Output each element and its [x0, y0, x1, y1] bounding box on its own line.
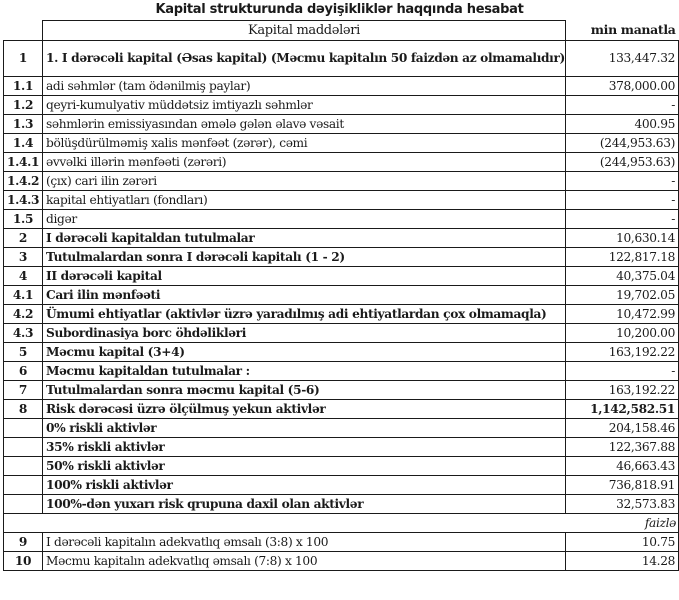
- row-label: Cari ilin mənfəəti: [43, 286, 566, 305]
- row-label: adi səhmlər (tam ödənilmiş paylar): [43, 77, 566, 96]
- row-value: 378,000.00: [566, 77, 679, 96]
- row-number: 8: [4, 400, 43, 419]
- row-number: 7: [4, 381, 43, 400]
- table-row: [4, 495, 679, 514]
- row-label: II dərəcəli kapital: [43, 267, 566, 286]
- table-row: [4, 381, 679, 400]
- row-value: 204,158.46: [566, 419, 679, 438]
- row-label: səhmlərin emissiyasından əmələ gələn əlavə vəsait: [43, 115, 566, 134]
- row-label: Ümumi ehtiyatlar (aktivlər üzrə yaradılmış adi ehtiyatlardan çox olmamaqla): [43, 305, 566, 324]
- row-value: -: [566, 96, 679, 115]
- row-label: Məcmu kapitaldan tutulmalar :: [43, 362, 566, 381]
- row-value: 14.28: [566, 552, 679, 571]
- table-header-row: [4, 21, 679, 41]
- table-row: [4, 229, 679, 248]
- table-row: [4, 153, 679, 172]
- row-number: 1.4: [4, 134, 43, 153]
- capital-structure-table: [3, 20, 679, 571]
- row-value: 10,630.14: [566, 229, 679, 248]
- table-row: [4, 400, 679, 419]
- row-label: 100%-dən yuxarı risk qrupuna daxil olan aktivlər: [43, 495, 566, 514]
- table-row: [4, 286, 679, 305]
- row-value: -: [566, 210, 679, 229]
- row-value: 133,447.32: [566, 41, 679, 77]
- row-number: 3: [4, 248, 43, 267]
- row-value: 400.95: [566, 115, 679, 134]
- row-value: 10.75: [566, 533, 679, 552]
- row-label: 35% riskli aktivlər: [43, 438, 566, 457]
- percent-unit-row: [4, 514, 679, 533]
- row-value: 40,375.04: [566, 267, 679, 286]
- row-value: (244,953.63): [566, 153, 679, 172]
- row-number: 4.1: [4, 286, 43, 305]
- header-unit: min manatla: [566, 21, 679, 41]
- ratio-row: [4, 533, 679, 552]
- row-value: -: [566, 191, 679, 210]
- table-row: [4, 210, 679, 229]
- row-number: [4, 476, 43, 495]
- table-row: [4, 457, 679, 476]
- table-row: [4, 248, 679, 267]
- table-row: [4, 476, 679, 495]
- table-row: [4, 343, 679, 362]
- row-value: 122,817.18: [566, 248, 679, 267]
- row-number: 10: [4, 552, 43, 571]
- row-label: əvvəlki illərin mənfəəti (zərəri): [43, 153, 566, 172]
- row-label: Tutulmalardan sonra I dərəcəli kapitalı (1 - 2): [43, 248, 566, 267]
- row-number: 2: [4, 229, 43, 248]
- row-value: 1,142,582.51: [566, 400, 679, 419]
- row-number: 1.4.3: [4, 191, 43, 210]
- row-label: Tutulmalardan sonra məcmu kapital (5-6): [43, 381, 566, 400]
- row-label: Məcmu kapital (3+4): [43, 343, 566, 362]
- header-blank-cell: [4, 21, 43, 41]
- table-row: [4, 191, 679, 210]
- row-label: digər: [43, 210, 566, 229]
- row-label: I dərəcəli kapitalın adekvatlıq əmsalı (3:8) x 100: [43, 533, 566, 552]
- row-label: Subordinasiya borc öhdəlikləri: [43, 324, 566, 343]
- row-value: (244,953.63): [566, 134, 679, 153]
- row-number: 5: [4, 343, 43, 362]
- row-number: 1.2: [4, 96, 43, 115]
- row-label: 100% riskli aktivlər: [43, 476, 566, 495]
- row-number: 1.1: [4, 77, 43, 96]
- row-number: 4: [4, 267, 43, 286]
- row-number: 1.4.1: [4, 153, 43, 172]
- row-number: 1.3: [4, 115, 43, 134]
- row-label: 50% riskli aktivlər: [43, 457, 566, 476]
- row-value: 19,702.05: [566, 286, 679, 305]
- row-label: (çıx) cari ilin zərəri: [43, 172, 566, 191]
- row-value: 32,573.83: [566, 495, 679, 514]
- table-row: [4, 41, 679, 77]
- table-row: [4, 134, 679, 153]
- row-value: 163,192.22: [566, 381, 679, 400]
- table-row: [4, 96, 679, 115]
- report-title: Kapital strukturunda dəyişikliklər haqqında hesabat: [155, 2, 524, 17]
- row-number: [4, 495, 43, 514]
- row-label: Risk dərəcəsi üzrə ölçülmuş yekun aktivlər: [43, 400, 566, 419]
- row-label: bölüşdürülməmiş xalis mənfəət (zərər), cəmi: [43, 134, 566, 153]
- row-label: qeyri-kumulyativ müddətsiz imtiyazlı səhmlər: [43, 96, 566, 115]
- table-row: [4, 324, 679, 343]
- row-number: [4, 438, 43, 457]
- row-value: 736,818.91: [566, 476, 679, 495]
- row-number: 6: [4, 362, 43, 381]
- table-row: [4, 362, 679, 381]
- row-value: -: [566, 362, 679, 381]
- table-row: [4, 115, 679, 134]
- table-row: [4, 77, 679, 96]
- row-number: [4, 457, 43, 476]
- row-value: -: [566, 172, 679, 191]
- row-label: 0% riskli aktivlər: [43, 419, 566, 438]
- header-label: Kapital maddələri: [43, 21, 566, 41]
- row-label: kapital ehtiyatları (fondları): [43, 191, 566, 210]
- row-value: 10,200.00: [566, 324, 679, 343]
- row-value: 163,192.22: [566, 343, 679, 362]
- percent-unit-label: faizlə: [4, 514, 679, 533]
- table-row: [4, 438, 679, 457]
- row-label: 1. I dərəcəli kapital (Əsas kapital) (Məcmu kapitalın 50 faizdən az olmamalıdır): [43, 41, 566, 77]
- row-number: 4.3: [4, 324, 43, 343]
- row-value: 46,663.43: [566, 457, 679, 476]
- row-number: 1: [4, 41, 43, 77]
- row-value: 10,472.99: [566, 305, 679, 324]
- row-label: I dərəcəli kapitaldan tutulmalar: [43, 229, 566, 248]
- table-row: [4, 267, 679, 286]
- row-number: 1.5: [4, 210, 43, 229]
- row-label: Məcmu kapitalın adekvatlıq əmsalı (7:8) x 100: [43, 552, 566, 571]
- row-number: 4.2: [4, 305, 43, 324]
- table-row: [4, 419, 679, 438]
- row-number: 9: [4, 533, 43, 552]
- table-row: [4, 172, 679, 191]
- ratio-row: [4, 552, 679, 571]
- row-number: 1.4.2: [4, 172, 43, 191]
- table-row: [4, 305, 679, 324]
- row-number: [4, 419, 43, 438]
- row-value: 122,367.88: [566, 438, 679, 457]
